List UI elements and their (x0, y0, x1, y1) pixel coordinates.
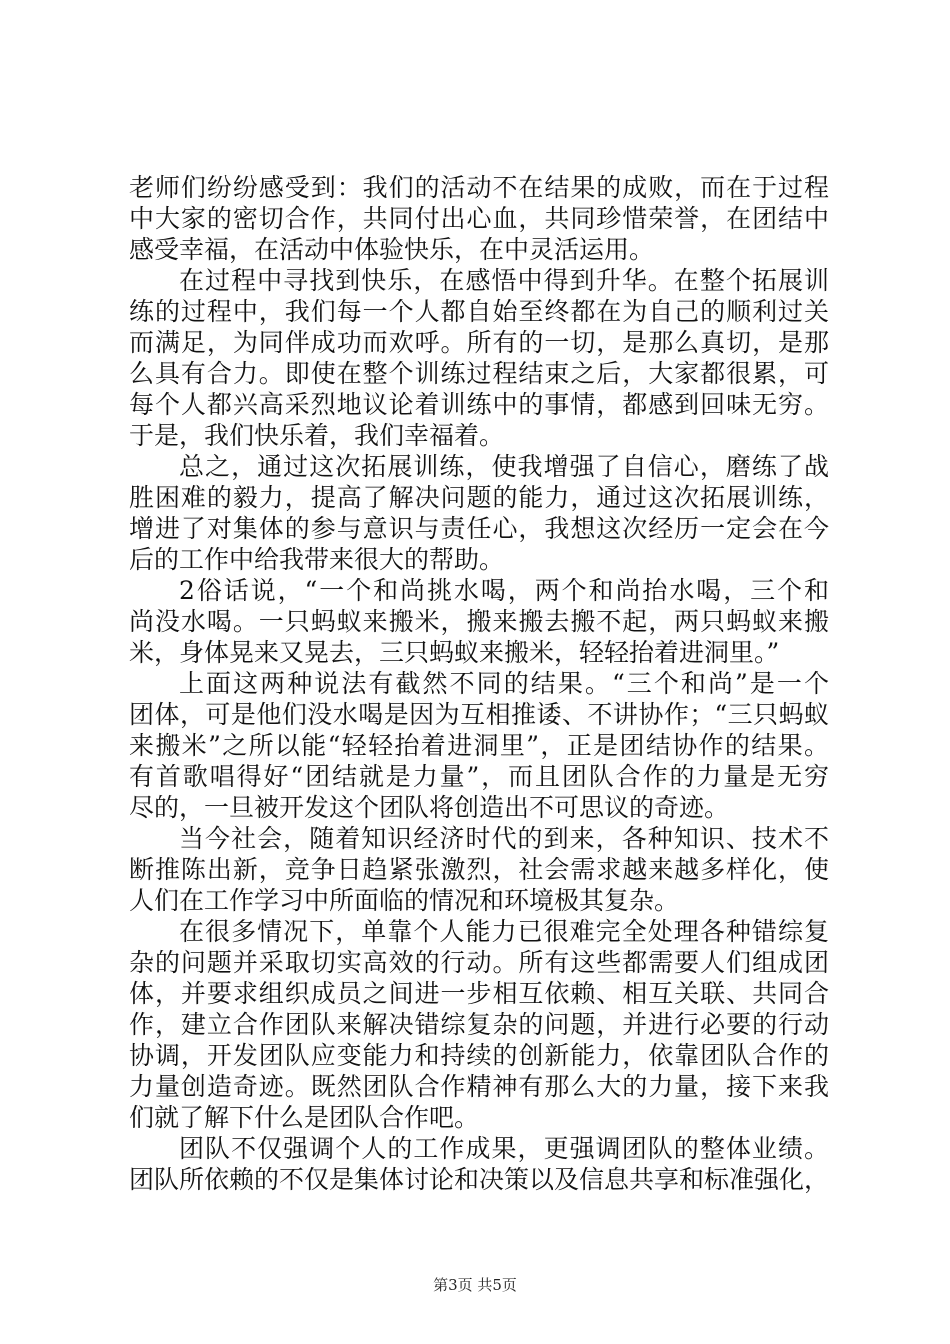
body-text (129, 172, 829, 1195)
text-line: 练的过程中，我们每一个人都自始至终都在为自己的顺利过关 (129, 297, 829, 326)
text-line: 后的工作中给我带来很大的帮助。 (129, 545, 505, 574)
text-line: 来搬米”之所以能“轻轻抬着进洞里”，正是团结协作的结果。 (129, 731, 829, 760)
text-line: 断推陈出新，竞争日趋紧张激烈，社会需求越来越多样化，使 (129, 855, 829, 884)
page-number-footer: 第3页 共5页 (433, 1276, 517, 1294)
text-line: 团体，可是他们没水喝是因为互相推诿、不讲协作；“三只蚂蚁 (129, 700, 829, 729)
text-line: 感受幸福，在活动中体验快乐，在中灵活运用。 (129, 235, 655, 264)
text-line: 团队不仅强调个人的工作成果，更强调团队的整体业绩。 (179, 1134, 829, 1163)
text-line: 体，并要求组织成员之间进一步相互依赖、相互关联、共同合 (129, 979, 829, 1008)
text-line: 米，身体晃来又晃去，三只蚂蚁来搬米，轻轻抬着进洞里。” (129, 638, 780, 667)
text-line: 增进了对集体的参与意识与责任心，我想这次经历一定会在今 (129, 514, 829, 543)
text-line: 们就了解下什么是团队合作吧。 (129, 1103, 480, 1132)
text-line: 每个人都兴高采烈地议论着训练中的事情，都感到回味无穷。 (129, 390, 829, 419)
text-line: 在过程中寻找到快乐，在感悟中得到升华。在整个拓展训 (179, 266, 829, 295)
text-line: 尽的，一旦被开发这个团队将创造出不可思议的奇迹。 (129, 793, 730, 822)
text-line: 中大家的密切合作，共同付出心血，共同珍惜荣誉，在团结中 (129, 204, 829, 233)
text-line: 上面这两种说法有截然不同的结果。“三个和尚”是一个 (179, 669, 829, 698)
text-line: 人们在工作学习中所面临的情况和环境极其复杂。 (129, 886, 680, 915)
text-line: 作，建立合作团队来解决错综复杂的问题，并进行必要的行动 (129, 1010, 829, 1039)
text-line: 么具有合力。即使在整个训练过程结束之后，大家都很累，可 (129, 359, 829, 388)
text-line: 力量创造奇迹。既然团队合作精神有那么大的力量，接下来我 (129, 1072, 829, 1101)
text-line: 于是，我们快乐着，我们幸福着。 (129, 421, 505, 450)
text-line: 团队所依赖的不仅是集体讨论和决策以及信息共享和标准强化， (129, 1165, 830, 1194)
text-line: 尚没水喝。一只蚂蚁来搬米，搬来搬去搬不起，两只蚂蚁来搬 (129, 607, 829, 636)
text-line: 杂的问题并采取切实高效的行动。所有这些都需要人们组成团 (129, 948, 829, 977)
text-line: 胜困难的毅力，提高了解决问题的能力，通过这次拓展训练， (129, 483, 829, 512)
text-line: 协调，开发团队应变能力和持续的创新能力，依靠团队合作的 (129, 1041, 829, 1070)
text-line: 有首歌唱得好“团结就是力量”，而且团队合作的力量是无穷 (129, 762, 829, 791)
text-line: 2俗话说，“一个和尚挑水喝，两个和尚抬水喝，三个和 (179, 576, 829, 605)
text-line: 当今社会，随着知识经济时代的到来，各种知识、技术不 (179, 824, 829, 853)
text-line: 在很多情况下，单靠个人能力已很难完全处理各种错综复 (179, 917, 829, 946)
text-line: 而满足，为同伴成功而欢呼。所有的一切，是那么真切，是那 (129, 328, 829, 357)
text-line: 老师们纷纷感受到：我们的活动不在结果的成败，而在于过程 (129, 173, 829, 202)
text-line: 总之，通过这次拓展训练，使我增强了自信心，磨练了战 (179, 452, 829, 481)
